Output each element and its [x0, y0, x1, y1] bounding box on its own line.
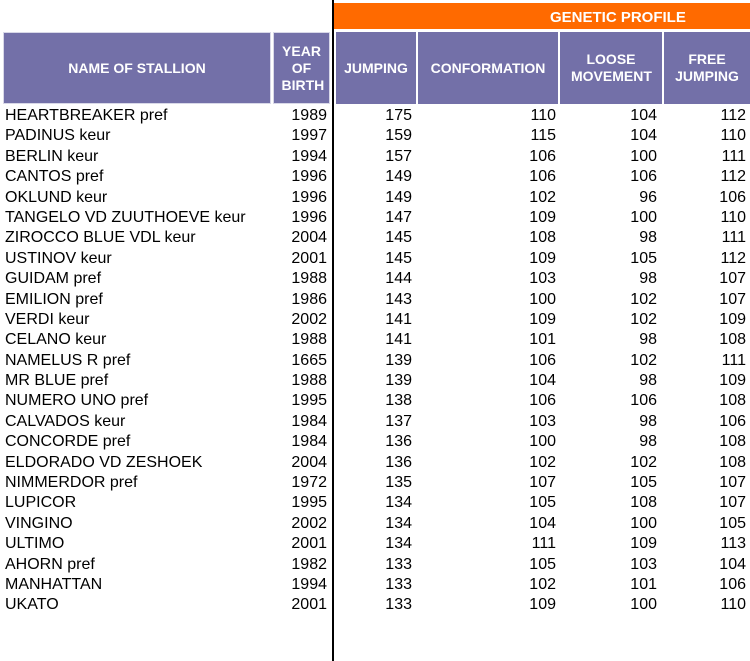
- conformation-value: 105: [529, 494, 556, 512]
- conformation-value: 110: [530, 107, 556, 124]
- stallion-name: ULTIMO: [5, 535, 65, 553]
- jumping-value: 175: [385, 107, 412, 124]
- loose-movement-value: 106: [630, 392, 657, 410]
- loose-movement-value: 98: [639, 433, 657, 451]
- table-row: [0, 188, 750, 208]
- table-row: [0, 106, 750, 126]
- table-row: [0, 514, 750, 534]
- header-loose-movement: [560, 32, 662, 104]
- jumping-value: 139: [385, 372, 412, 390]
- stallion-name: HEARTBREAKER pref: [5, 107, 168, 124]
- table-row: [0, 371, 750, 391]
- loose-movement-value: 98: [639, 229, 657, 247]
- loose-movement-value: 104: [630, 107, 657, 124]
- jumping-value: 145: [385, 249, 412, 267]
- stallion-name: MR BLUE pref: [5, 372, 109, 390]
- conformation-value: 106: [529, 392, 556, 410]
- jumping-value: 133: [385, 575, 412, 593]
- loose-movement-value: 105: [630, 249, 657, 267]
- stallion-name: VERDI keur: [5, 310, 90, 328]
- year-of-birth: 1988: [291, 270, 327, 288]
- loose-movement-value: 98: [639, 412, 657, 430]
- free-jumping-value: 105: [719, 514, 746, 532]
- year-of-birth: 2004: [291, 453, 327, 471]
- conformation-value: 106: [529, 147, 556, 165]
- year-of-birth: 1994: [291, 575, 327, 593]
- year-of-birth: 1982: [291, 555, 327, 573]
- jumping-value: 136: [385, 453, 412, 471]
- year-of-birth: 1988: [291, 331, 327, 349]
- free-jumping-value: 108: [719, 453, 746, 471]
- free-jumping-value: 111: [721, 351, 746, 369]
- year-of-birth: 1995: [291, 494, 327, 512]
- free-jumping-value: 108: [719, 433, 746, 451]
- stallion-name: USTINOV keur: [5, 249, 112, 267]
- table-row: [0, 473, 750, 493]
- free-jumping-value: 111: [721, 229, 746, 247]
- loose-movement-value: 98: [639, 331, 657, 349]
- table-row: [0, 412, 750, 432]
- free-jumping-value: 107: [719, 290, 746, 308]
- loose-movement-value: 103: [630, 555, 657, 573]
- conformation-value: 102: [529, 575, 556, 593]
- genetic-profile-band: GENETIC PROFILE: [334, 3, 750, 29]
- stallion-name: UKATO: [5, 596, 59, 614]
- jumping-value: 133: [385, 596, 412, 614]
- free-jumping-value: 109: [719, 372, 746, 390]
- loose-movement-value: 100: [630, 147, 657, 165]
- jumping-value: 141: [385, 310, 412, 328]
- conformation-value: 103: [529, 270, 556, 288]
- table-row: [0, 432, 750, 452]
- free-jumping-value: 108: [719, 392, 746, 410]
- stallion-name: CONCORDE pref: [5, 433, 131, 451]
- stallion-name: CANTOS pref: [5, 168, 104, 186]
- jumping-value: 145: [385, 229, 412, 247]
- free-jumping-value: 107: [719, 474, 746, 492]
- year-of-birth: 2002: [291, 310, 327, 328]
- jumping-value: 136: [385, 433, 412, 451]
- year-of-birth: 1972: [291, 474, 327, 492]
- header-year-of-birth-label: YEAR OF BIRTH: [281, 42, 325, 93]
- year-of-birth: 1986: [291, 290, 327, 308]
- conformation-value: 115: [530, 127, 556, 145]
- conformation-value: 103: [529, 412, 556, 430]
- table-row: [0, 208, 750, 228]
- header-loose-movement-label: LOOSE MOVEMENT: [571, 51, 652, 84]
- year-of-birth: 1665: [291, 351, 327, 369]
- conformation-value: 107: [529, 474, 556, 492]
- stallion-name: ZIROCCO BLUE VDL keur: [5, 229, 196, 247]
- stallion-name: NIMMERDOR pref: [5, 474, 138, 492]
- year-of-birth: 2004: [291, 229, 327, 247]
- table-row: [0, 330, 750, 350]
- conformation-value: 104: [529, 372, 556, 390]
- year-of-birth: 2002: [291, 514, 327, 532]
- free-jumping-value: 108: [719, 331, 746, 349]
- table-row: [0, 595, 750, 615]
- conformation-value: 102: [529, 188, 556, 206]
- table-row: [0, 391, 750, 411]
- table-row: [0, 147, 750, 167]
- stallion-name: EMILION pref: [5, 290, 103, 308]
- jumping-value: 149: [385, 188, 412, 206]
- table-row: [0, 351, 750, 371]
- free-jumping-value: 107: [719, 270, 746, 288]
- free-jumping-value: 112: [720, 107, 746, 124]
- conformation-value: 108: [529, 229, 556, 247]
- jumping-value: 147: [385, 208, 412, 226]
- stallion-name: LUPICOR: [5, 494, 77, 512]
- header-free-jumping-label: FREE JUMPING: [675, 51, 739, 84]
- table-row: [0, 453, 750, 473]
- free-jumping-value: 113: [720, 535, 746, 553]
- jumping-value: 138: [385, 392, 412, 410]
- conformation-value: 105: [529, 555, 556, 573]
- stallion-name: BERLIN keur: [5, 147, 99, 165]
- conformation-value: 109: [529, 249, 556, 267]
- conformation-value: 109: [529, 596, 556, 614]
- free-jumping-value: 112: [720, 249, 746, 267]
- conformation-value: 106: [529, 351, 556, 369]
- conformation-value: 100: [529, 433, 556, 451]
- stallion-name: CALVADOS keur: [5, 412, 126, 430]
- stallion-name: GUIDAM pref: [5, 270, 102, 288]
- free-jumping-value: 111: [721, 147, 746, 165]
- jumping-value: 139: [385, 351, 412, 369]
- year-of-birth: 2001: [291, 535, 327, 553]
- year-of-birth: 2001: [291, 249, 327, 267]
- loose-movement-value: 101: [630, 575, 657, 593]
- year-of-birth: 1984: [291, 412, 327, 430]
- year-of-birth: 1997: [291, 127, 327, 145]
- table-row: [0, 249, 750, 269]
- free-jumping-value: 106: [719, 412, 746, 430]
- loose-movement-value: 96: [639, 188, 657, 206]
- stallion-name: PADINUS keur: [5, 127, 111, 145]
- jumping-value: 135: [385, 474, 412, 492]
- conformation-value: 104: [529, 514, 556, 532]
- loose-movement-value: 102: [630, 290, 657, 308]
- table-row: [0, 555, 750, 575]
- table-row: [0, 575, 750, 595]
- header-conformation: CONFORMATION: [418, 32, 558, 104]
- table-row: [0, 269, 750, 289]
- year-of-birth: 1988: [291, 372, 327, 390]
- conformation-value: 109: [529, 208, 556, 226]
- loose-movement-value: 102: [630, 310, 657, 328]
- header-free-jumping: [664, 32, 750, 104]
- loose-movement-value: 106: [630, 168, 657, 186]
- loose-movement-value: 100: [630, 514, 657, 532]
- table-row: [0, 167, 750, 187]
- free-jumping-value: 106: [719, 188, 746, 206]
- free-jumping-value: 110: [720, 208, 746, 226]
- jumping-value: 159: [385, 127, 412, 145]
- year-of-birth: 1995: [291, 392, 327, 410]
- header-year-of-birth: [273, 32, 330, 104]
- year-of-birth: 1984: [291, 433, 327, 451]
- loose-movement-value: 108: [630, 494, 657, 512]
- jumping-value: 134: [385, 494, 412, 512]
- free-jumping-value: 106: [719, 575, 746, 593]
- table-body: [0, 106, 750, 616]
- jumping-value: 157: [385, 147, 412, 165]
- jumping-value: 141: [385, 331, 412, 349]
- stallion-name: CELANO keur: [5, 331, 107, 349]
- loose-movement-value: 102: [630, 351, 657, 369]
- loose-movement-value: 102: [630, 453, 657, 471]
- jumping-value: 144: [385, 270, 412, 288]
- loose-movement-value: 105: [630, 474, 657, 492]
- table-row: [0, 126, 750, 146]
- stallion-name: ELDORADO VD ZESHOEK: [5, 453, 203, 471]
- free-jumping-value: 110: [720, 127, 746, 145]
- free-jumping-value: 112: [720, 168, 746, 186]
- year-of-birth: 1996: [291, 188, 327, 206]
- stallion-name: TANGELO VD ZUUTHOEVE keur: [5, 208, 246, 226]
- table-row: [0, 228, 750, 248]
- stallion-name: NAMELUS R pref: [5, 351, 131, 369]
- conformation-value: 100: [529, 290, 556, 308]
- loose-movement-value: 104: [630, 127, 657, 145]
- stallion-name: NUMERO UNO pref: [5, 392, 149, 410]
- stallion-name: MANHATTAN: [5, 575, 103, 593]
- free-jumping-value: 109: [719, 310, 746, 328]
- loose-movement-value: 100: [630, 596, 657, 614]
- conformation-value: 102: [529, 453, 556, 471]
- jumping-value: 134: [385, 535, 412, 553]
- table-row: [0, 310, 750, 330]
- header-jumping: JUMPING: [336, 32, 416, 104]
- year-of-birth: 1996: [291, 208, 327, 226]
- year-of-birth: 1989: [291, 107, 327, 124]
- free-jumping-value: 104: [719, 555, 746, 573]
- table-row: [0, 290, 750, 310]
- conformation-value: 106: [529, 168, 556, 186]
- jumping-value: 149: [385, 168, 412, 186]
- year-of-birth: 1996: [291, 168, 327, 186]
- loose-movement-value: 98: [639, 372, 657, 390]
- loose-movement-value: 100: [630, 208, 657, 226]
- jumping-value: 143: [385, 290, 412, 308]
- free-jumping-value: 110: [720, 596, 746, 614]
- table-row: [0, 534, 750, 554]
- loose-movement-value: 98: [639, 270, 657, 288]
- jumping-value: 137: [385, 412, 412, 430]
- conformation-value: 101: [529, 331, 556, 349]
- stallion-name: OKLUND keur: [5, 188, 108, 206]
- conformation-value: 111: [531, 535, 556, 553]
- stallion-name: VINGINO: [5, 514, 73, 532]
- conformation-value: 109: [529, 310, 556, 328]
- jumping-value: 134: [385, 514, 412, 532]
- jumping-value: 133: [385, 555, 412, 573]
- loose-movement-value: 109: [630, 535, 657, 553]
- free-jumping-value: 107: [719, 494, 746, 512]
- year-of-birth: 1994: [291, 147, 327, 165]
- table-row: [0, 493, 750, 513]
- stallion-name: AHORN pref: [5, 555, 95, 573]
- year-of-birth: 2001: [291, 596, 327, 614]
- header-name-of-stallion: NAME OF STALLION: [3, 32, 271, 104]
